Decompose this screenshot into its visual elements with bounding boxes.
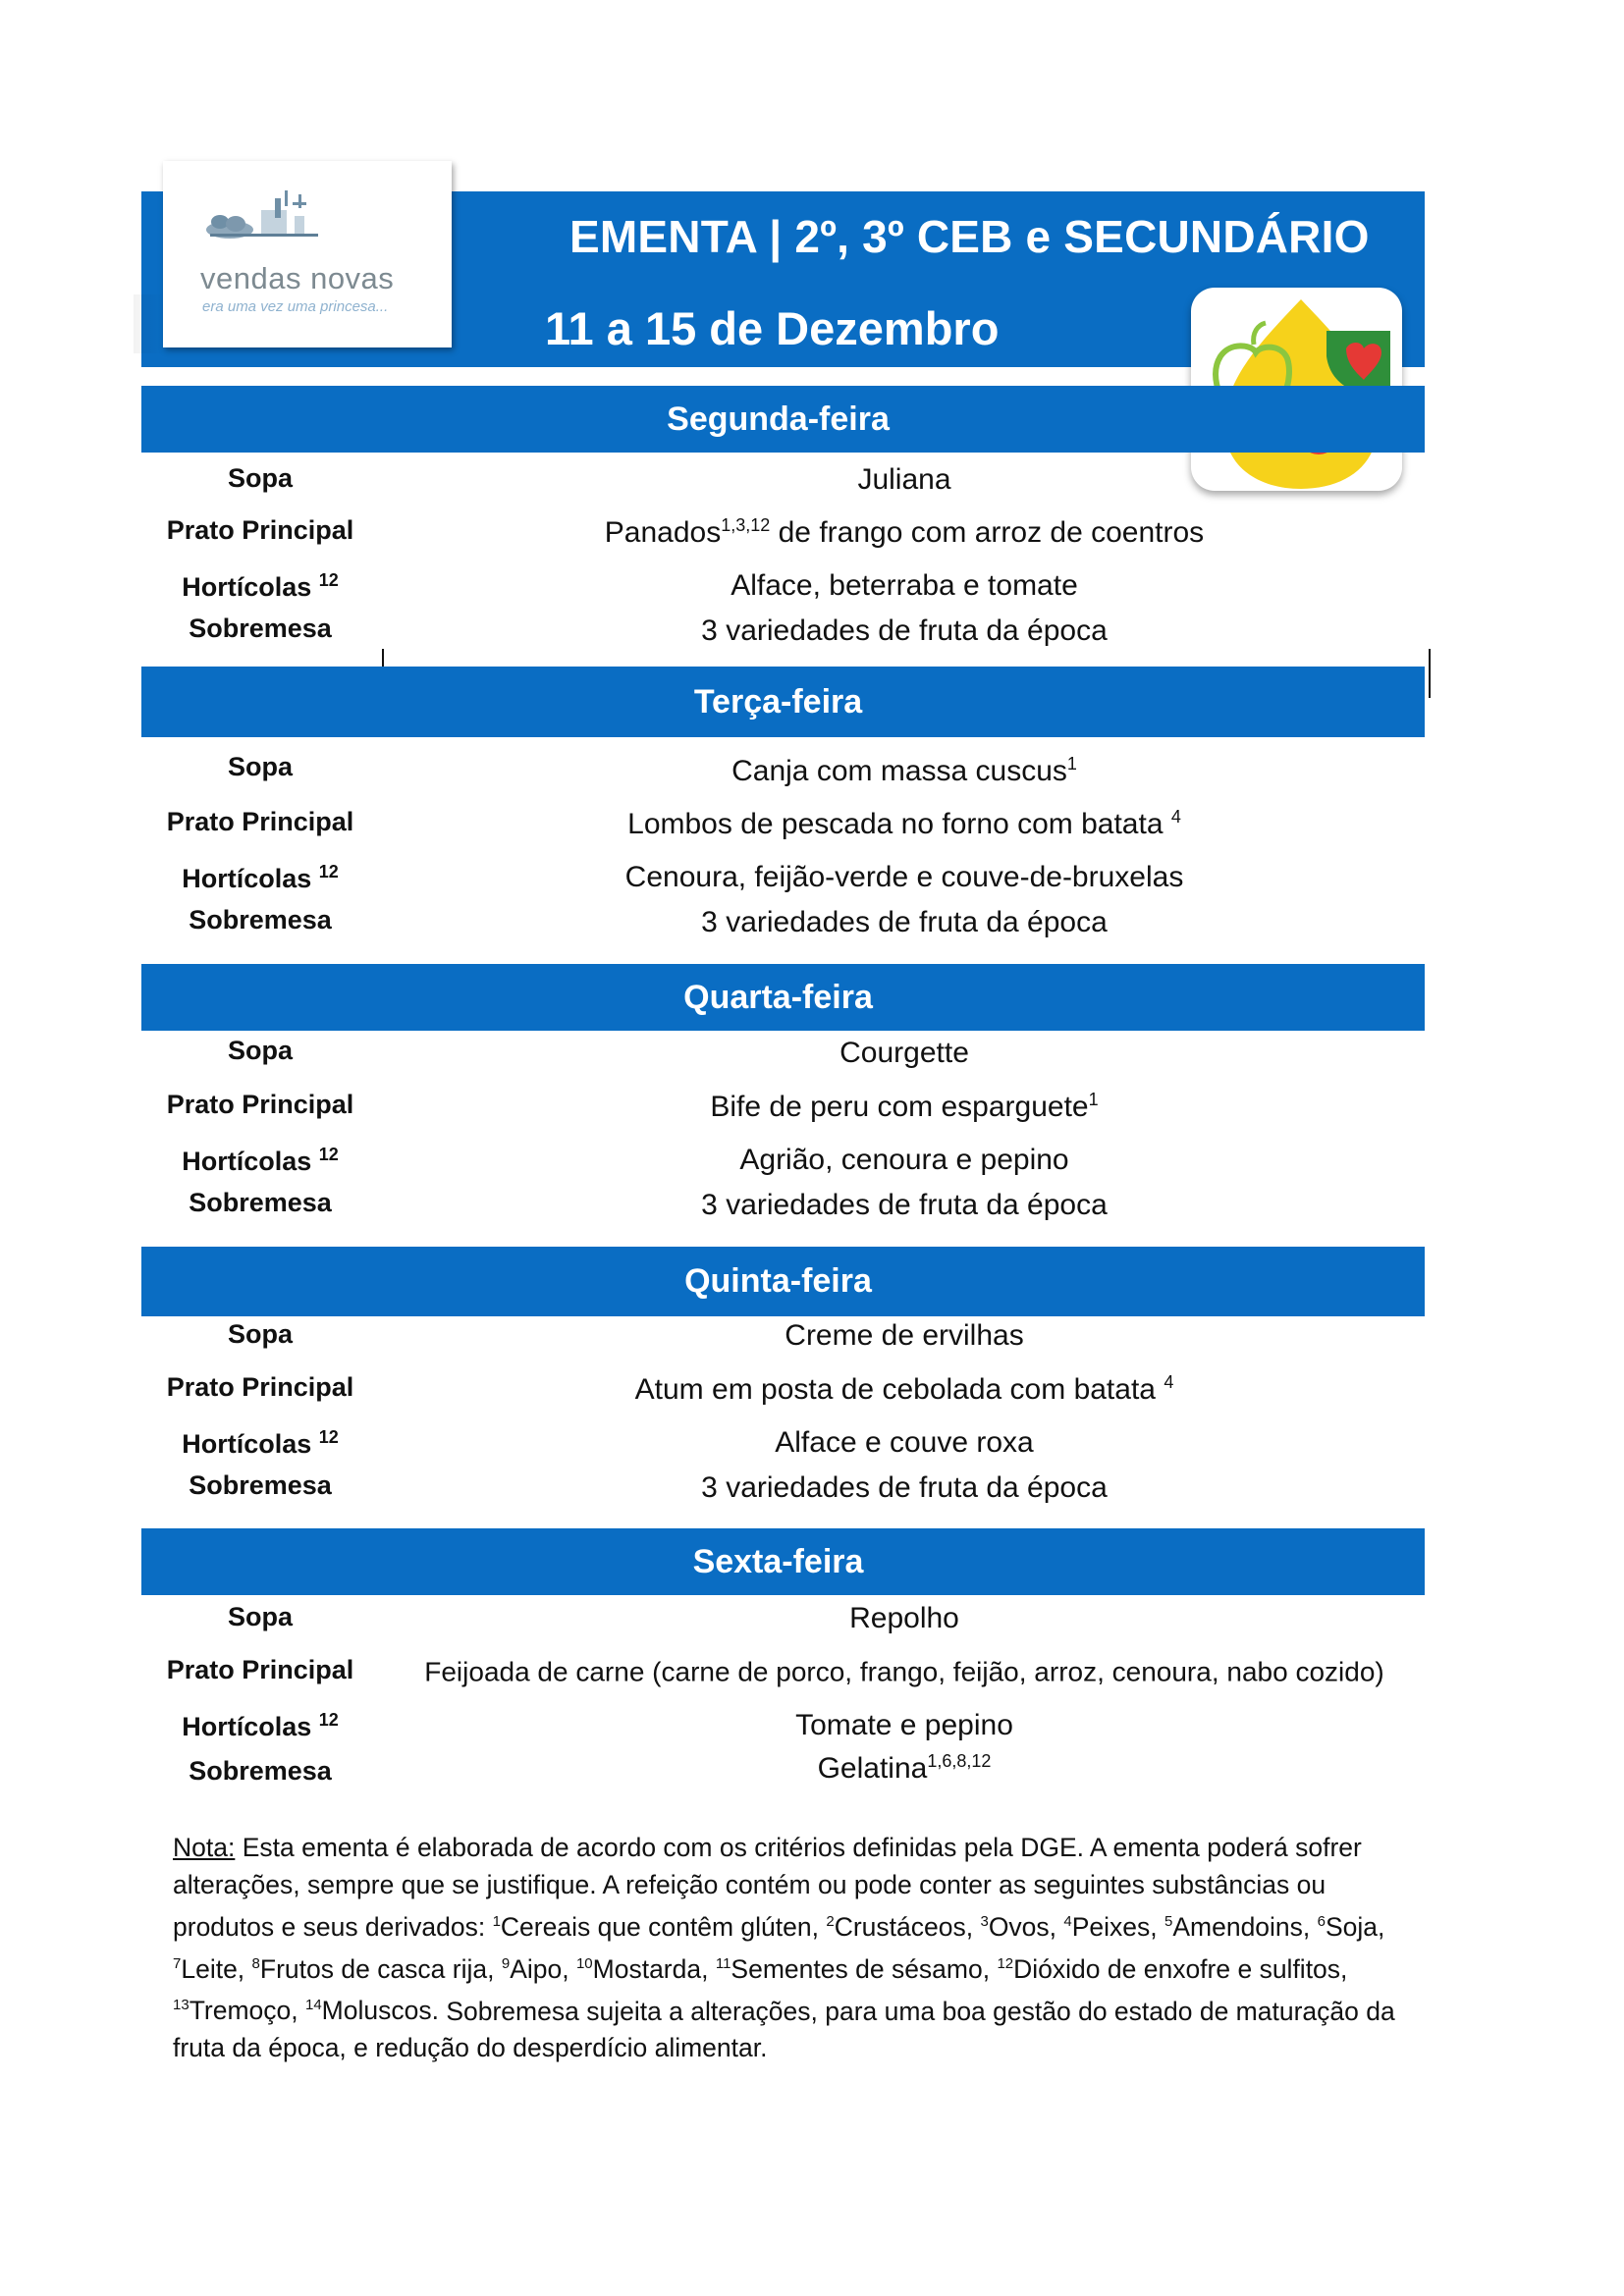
day-header: Quarta-feira	[141, 964, 1425, 1031]
value-sobremesa: Gelatina$^{1,6,8,12}$	[817, 1751, 992, 1785]
label-sobremesa: Sobremesa	[189, 1470, 332, 1500]
value-prato-principal: Bife de peru com esparguete$^1$	[710, 1090, 1099, 1123]
day-header: Terça-feira	[141, 667, 1425, 737]
cell-border-mark	[1429, 649, 1431, 698]
allergen-item: $^4$Peixes,	[1063, 1911, 1164, 1942]
value-horticolas: Tomate e pepino	[795, 1709, 1013, 1741]
note-outro: Sobremesa sujeita a alterações, para uma boa gestão do estado de maturação da fruta da época, e redução do desperdício alimentar.	[173, 1996, 1395, 2063]
value-sobremesa: 3 variedades de fruta da época	[701, 614, 1108, 647]
allergen-item: $^{14}$Moluscos.	[304, 1996, 447, 2026]
value-sopa: Creme de ervilhas	[785, 1319, 1024, 1352]
label-horticolas: Hortícolas $^{12}$	[182, 1710, 339, 1741]
cell-border-mark	[382, 649, 384, 667]
label-sobremesa: Sobremesa	[189, 1756, 332, 1786]
value-prato-principal: Lombos de pescada no forno com batata $^4$	[627, 807, 1181, 840]
value-sopa: Juliana	[857, 463, 951, 496]
note-intro: Esta ementa é elaborada de acordo com os critérios definidas pela DGE. A ementa poderá sofrer alterações, sempre que se justifique. A refeição contém ou pode conter as seguintes substâncias ou produtos e seus derivados:	[173, 1833, 1362, 1942]
allergen-item: $^3$Ovos,	[980, 1911, 1064, 1942]
note-label: Nota:	[173, 1833, 236, 1862]
allergen-item: $^6$Soja,	[1317, 1911, 1385, 1942]
label-prato-principal: Prato Principal	[166, 807, 354, 836]
label-horticolas: Hortícolas $^{12}$	[182, 570, 339, 602]
value-sopa: Canja com massa cuscus$^1$	[731, 754, 1077, 787]
footnote	[173, 1829, 1420, 2066]
page-title: EMENTA | 2º, 3º CEB e SECUNDÁRIO	[569, 211, 1370, 262]
value-sobremesa: 3 variedades de fruta da época	[701, 1189, 1108, 1221]
label-prato-principal: Prato Principal	[166, 1372, 354, 1402]
value-prato-principal: Atum em posta de cebolada com batata $^4$	[634, 1372, 1174, 1406]
label-horticolas: Hortícolas $^{12}$	[182, 862, 339, 893]
value-sobremesa: 3 variedades de fruta da época	[701, 1471, 1108, 1504]
value-sobremesa: 3 variedades de fruta da época	[701, 906, 1108, 938]
label-sopa: Sopa	[227, 463, 293, 493]
value-horticolas: Alface e couve roxa	[775, 1426, 1034, 1459]
label-horticolas: Hortícolas $^{12}$	[182, 1427, 339, 1459]
label-sobremesa: Sobremesa	[189, 905, 332, 934]
value-horticolas: Agrião, cenoura e pepino	[739, 1144, 1069, 1176]
allergen-item: $^1$Cereais que contêm glúten,	[492, 1911, 827, 1942]
allergen-item: $^2$Crustáceos,	[826, 1911, 981, 1942]
label-sobremesa: Sobremesa	[189, 614, 332, 643]
value-horticolas: Cenoura, feijão-verde e couve-de-bruxelas	[624, 861, 1184, 893]
logo-name: vendas novas	[200, 261, 395, 295]
allergen-item: $^{12}$Dióxido de enxofre e sulfitos,	[997, 1953, 1348, 1984]
value-horticolas: Alface, beterraba e tomate	[731, 569, 1078, 602]
label-sopa: Sopa	[227, 752, 293, 781]
allergen-item: $^5$Amendoins,	[1164, 1911, 1318, 1942]
label-sopa: Sopa	[227, 1036, 293, 1065]
label-prato-principal: Prato Principal	[166, 1655, 354, 1684]
value-sopa: Courgette	[839, 1037, 969, 1069]
allergen-item: $^{13}$Tremoço,	[173, 1996, 305, 2026]
value-prato-principal: Panados$^{1,3,12}$ de frango com arroz de coentros	[604, 515, 1205, 549]
label-sobremesa: Sobremesa	[189, 1188, 332, 1217]
value-sopa: Repolho	[849, 1602, 959, 1634]
municipality-logo	[163, 161, 452, 347]
allergen-item: $^8$Frutos de casca rija,	[251, 1953, 502, 1984]
header-shadow	[134, 294, 165, 353]
day-header: Quinta-feira	[141, 1247, 1425, 1316]
allergen-item: $^{11}$Sementes de sésamo,	[715, 1953, 998, 1984]
label-prato-principal: Prato Principal	[166, 1090, 354, 1119]
allergen-item: $^7$Leite,	[173, 1953, 252, 1984]
logo-slogan: era uma vez uma princesa...	[202, 298, 389, 315]
label-sopa: Sopa	[227, 1319, 293, 1349]
label-sopa: Sopa	[227, 1602, 293, 1631]
label-horticolas: Hortícolas $^{12}$	[182, 1145, 339, 1176]
page-subtitle: 11 a 15 de Dezembro	[545, 302, 1000, 354]
label-prato-principal: Prato Principal	[166, 515, 354, 545]
value-prato-principal: Feijoada de carne (carne de porco, frango, feijão, arroz, cenoura, nabo cozido)	[424, 1656, 1384, 1687]
day-header: Segunda-feira	[141, 386, 1425, 453]
town-emblem-icon	[200, 187, 328, 253]
day-header: Sexta-feira	[141, 1528, 1425, 1595]
allergen-item: $^9$Aipo,	[501, 1953, 576, 1984]
allergen-item: $^{10}$Mostarda,	[575, 1953, 716, 1984]
